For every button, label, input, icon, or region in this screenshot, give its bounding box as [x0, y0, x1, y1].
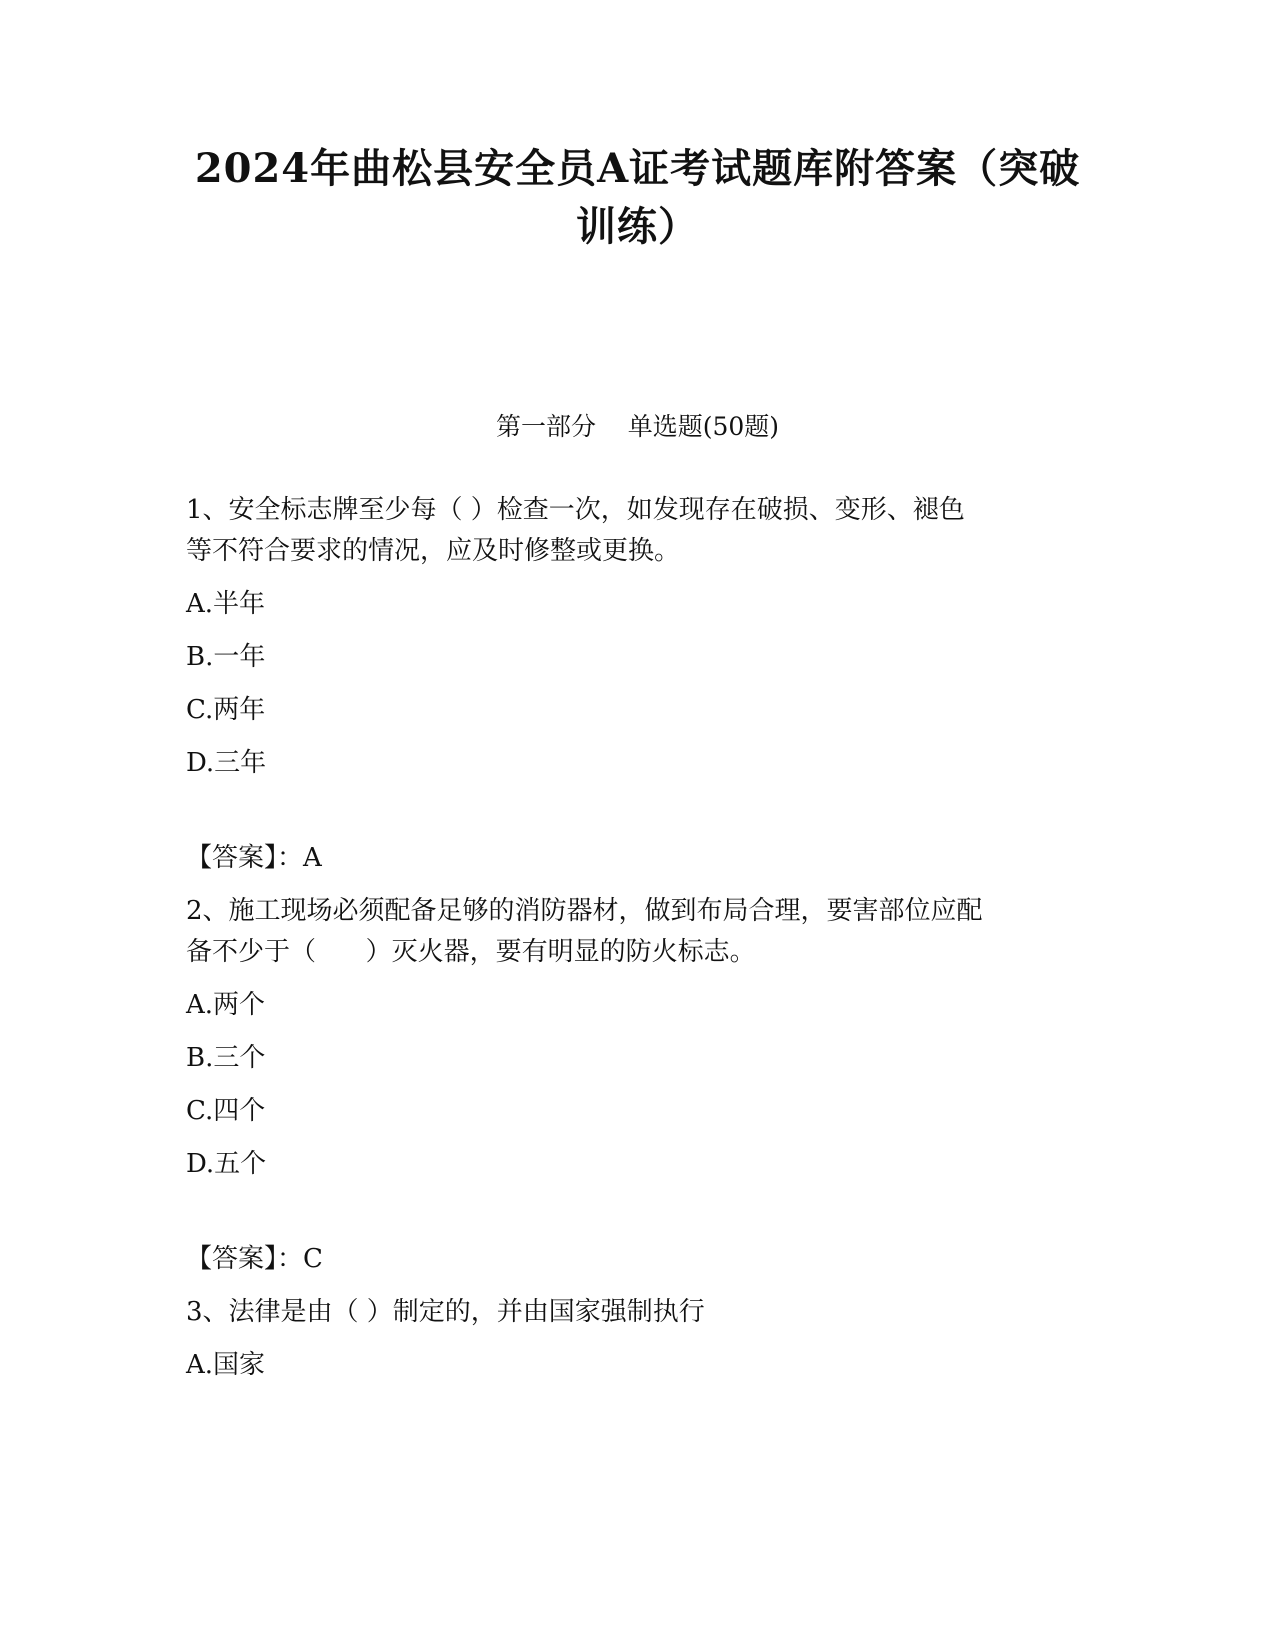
question-2-answer: 【答案】：C	[186, 1244, 323, 1274]
question-2-option-b: B.三个	[186, 1043, 266, 1073]
question-3-stem-line-1: 3、法律是由（ ）制定的，并由国家强制执行	[186, 1297, 705, 1327]
question-3-option-a: A.国家	[186, 1350, 266, 1380]
question-1-option-b: B.一年	[186, 642, 266, 672]
question-1-option-c: C.两年	[186, 695, 266, 725]
question-1-option-d: D.三年	[186, 748, 267, 778]
question-1-option-a: A.半年	[186, 589, 266, 619]
question-2-option-d: D.五个	[186, 1149, 267, 1179]
question-2-option-c: C.四个	[186, 1096, 266, 1126]
question-2-stem-line-2: 备不少于（ ）灭火器，要有明显的防火标志。	[186, 937, 756, 967]
title-line-2: 训练）	[576, 203, 699, 250]
title-line-1: 2024年曲松县安全员A证考试题库附答案（突破	[194, 145, 1081, 192]
question-1-answer: 【答案】：A	[186, 843, 322, 873]
question-1-stem-line-1: 1、安全标志牌至少每（ ）检查一次，如发现存在破损、变形、褪色	[186, 495, 965, 525]
question-1-stem-line-2: 等不符合要求的情况，应及时修整或更换。	[186, 536, 681, 566]
section-heading: 第一部分 单选题(50题)	[495, 412, 780, 441]
question-2-option-a: A.两个	[186, 990, 266, 1020]
question-2-stem-line-1: 2、施工现场必须配备足够的消防器材，做到布局合理，要害部位应配	[186, 896, 983, 926]
document-title	[170, 140, 1105, 256]
